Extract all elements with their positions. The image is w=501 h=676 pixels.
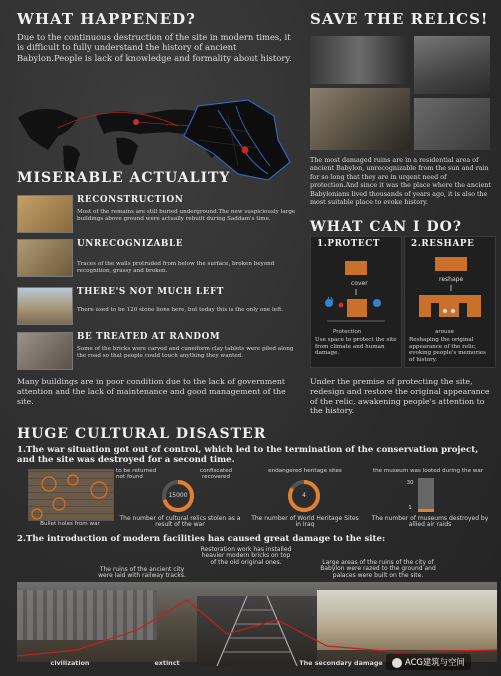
museum-value-bottom: 1 [408,505,412,511]
bullet-holes-photo [28,469,114,521]
watermark [386,654,471,670]
watermark-text: ACG建筑与空间 [405,657,465,667]
heritage-value: 4 [302,492,306,499]
museum-value-top: 30 [406,480,414,486]
not-much-left-text: There used to be 120 stone lions here, but today this is the only one left. [77,307,284,313]
svg-text:cover: cover [351,280,368,287]
bullet-caption: Bullet holes from war [40,521,100,527]
protect-text: Use space to protect the site from climate and human damage. [315,337,397,357]
relics-photo-collage [310,36,490,154]
reshape-title: 2.RESHAPE [411,239,475,249]
what-happened-title: WHAT HAPPENED? [17,10,196,28]
what-can-i-do-summary: Under the premise of protecting the site, redesign and restore the original appearance of the relic, awakening people's attention to the history. [310,377,490,416]
unrecognizable-photo [17,239,73,277]
relics-confiscated-label: confiscated recovered [199,468,233,481]
protect-diagram [321,255,391,333]
reconstruction-text: Most of the remains are still buried underground.The new suspiciously large buildings above ground were actually rebuilt during Saddam's time. [77,209,296,222]
museum-bar-total [418,478,434,512]
reconstruction-photo [17,195,73,233]
museum-caption: The number of museums destroyed by allied air raids [371,515,489,529]
disaster-point2: 2.The introduction of modern facilities has caused great damage to the site: [17,534,386,544]
arouse-label: arouse [435,329,454,335]
relics-caption: The number of cultural relics stolen as a result of the war [119,515,241,529]
ruins-photo [310,88,410,150]
disaster-point1: 1.The war situation got out of control, which led to the termination of the conservation project, and the site was destroyed for a second time. [17,445,479,465]
miserable-title: MISERABLE ACTUALITY [17,170,231,186]
timeline-label-secondary: The secondary damage [299,659,383,667]
stone-lion-photo [17,287,73,325]
random-title: BE TREATED AT RANDOM [77,332,221,342]
wechat-icon [392,658,402,668]
railway-note: The ruins of the ancient city were laid with railway tracks. [98,566,186,580]
protection-label: Protection [333,329,362,335]
save-relics-title: SAVE THE RELICS! [310,10,489,28]
reshape-panel [404,236,496,368]
heritage-caption: The number of World Heritage Sites in Iraq [251,515,359,529]
disaster-title: HUGE CULTURAL DISASTER [17,426,267,442]
reshape-diagram [413,255,489,333]
timeline-label-civilization: civilization [50,659,90,667]
svg-text:reshape: reshape [439,276,464,283]
not-much-left-title: THERE'S NOT MUCH LEFT [77,287,225,297]
heritage-top-label: endangered heritage sites [268,468,342,474]
relics-returned-label: to be returned not found [116,468,157,481]
gate-photo [414,36,490,94]
restoration-note: Restoration work has installed heavier modern bricks on top of the old original ones. [200,546,292,566]
razed-note: Large areas of the ruins of the city of Babylon were razed to the ground and palaces were built on the site. [320,559,436,579]
unrecognizable-title: UNRECOGNIZABLE [77,239,184,249]
reshape-text: Reshaping the original appearance of the relic, evoking people's memories of history. [409,337,487,363]
timeline-label-extinct: extinct [154,659,180,667]
reconstruction-title: RECONSTRUCTION [77,195,184,205]
protect-panel [310,236,402,368]
what-happened-body: Due to the continuous destruction of the site in modern times, it is difficult to fully understand the history of ancient Babylon.People is lack of knowledge and formality about history. [17,32,292,63]
random-text: Some of the bricks were carved and cuneiform clay tablets were piled along the road so that people could touch anything they wanted. [77,346,294,359]
bricks-photo [17,332,73,370]
museum-top-label: the museum was looted during the war [372,468,484,474]
what-can-i-do-title: WHAT CAN I DO? [310,219,462,235]
excavation-photo [414,98,490,150]
protect-title: 1.PROTECT [317,239,380,249]
save-relics-body: The most damaged ruins are in a residential area of ancient Babylon, unrecognizable from the sun and rain for so long that they are in urgent need of protection.And since it was the place where the ancient Babylonians lived thousands of years ago, it is also the most suitable place to evoke history. [310,156,492,207]
miserable-summary: Many buildings are in poor condition due to the lack of government attention and the lack of maintenance and good management of the site. [17,377,286,406]
unrecognizable-text: Traces of the walls protruded from below the surface, broken beyond recognition, grassy and broken. [77,261,275,274]
relics-value: 15000 [168,492,188,499]
aerial-photo [310,36,410,84]
museum-bar-destroyed [418,509,434,512]
